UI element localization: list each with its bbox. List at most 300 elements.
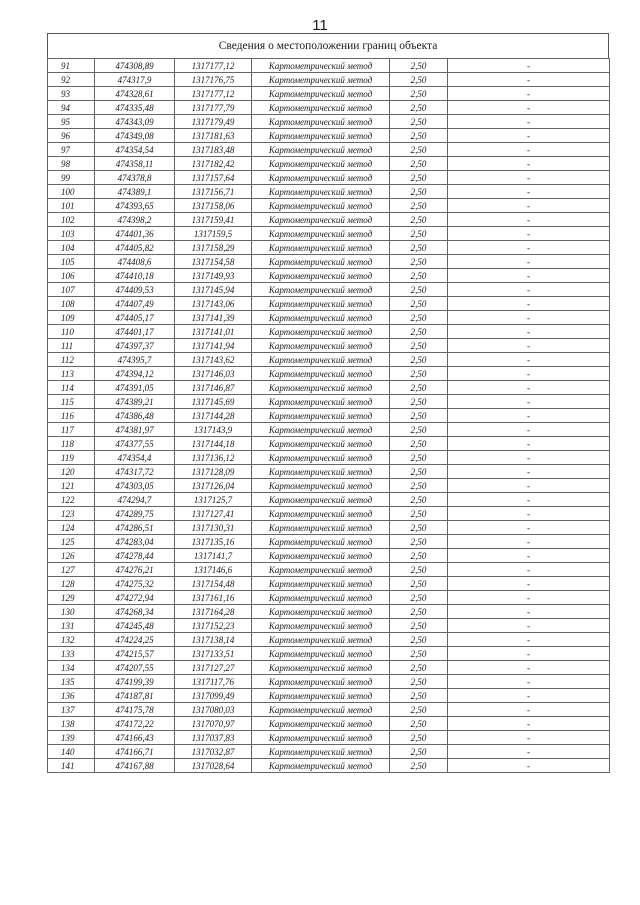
method-cell: Картометрический метод bbox=[252, 563, 390, 577]
x-coordinate-cell: 474343,09 bbox=[95, 115, 175, 129]
method-cell: Картометрический метод bbox=[252, 59, 390, 73]
method-cell: Картометрический метод bbox=[252, 423, 390, 437]
x-coordinate-cell: 474172,22 bbox=[95, 717, 175, 731]
description-cell: - bbox=[448, 395, 610, 409]
point-number-cell: 132 bbox=[48, 633, 95, 647]
table-row bbox=[48, 745, 610, 759]
x-coordinate-cell: 474405,17 bbox=[95, 311, 175, 325]
y-coordinate-cell: 1317154,48 bbox=[175, 577, 252, 591]
description-cell: - bbox=[448, 157, 610, 171]
x-coordinate-cell: 474354,54 bbox=[95, 143, 175, 157]
x-coordinate-cell: 474283,04 bbox=[95, 535, 175, 549]
table-row bbox=[48, 241, 610, 255]
y-coordinate-cell: 1317138,14 bbox=[175, 633, 252, 647]
accuracy-cell: 2,50 bbox=[390, 507, 448, 521]
description-cell: - bbox=[448, 73, 610, 87]
table-row bbox=[48, 703, 610, 717]
point-number-cell: 116 bbox=[48, 409, 95, 423]
point-number-cell: 141 bbox=[48, 759, 95, 773]
x-coordinate-cell: 474410,18 bbox=[95, 269, 175, 283]
description-cell: - bbox=[448, 437, 610, 451]
point-number-cell: 136 bbox=[48, 689, 95, 703]
method-cell: Картометрический метод bbox=[252, 633, 390, 647]
table-row bbox=[48, 577, 610, 591]
table-body bbox=[48, 59, 610, 773]
x-coordinate-cell: 474308,89 bbox=[95, 59, 175, 73]
point-number-cell: 133 bbox=[48, 647, 95, 661]
table-row bbox=[48, 353, 610, 367]
y-coordinate-cell: 1317161,16 bbox=[175, 591, 252, 605]
y-coordinate-cell: 1317154,58 bbox=[175, 255, 252, 269]
accuracy-cell: 2,50 bbox=[390, 171, 448, 185]
description-cell: - bbox=[448, 451, 610, 465]
description-cell: - bbox=[448, 689, 610, 703]
x-coordinate-cell: 474245,48 bbox=[95, 619, 175, 633]
description-cell: - bbox=[448, 213, 610, 227]
document-body bbox=[47, 33, 609, 773]
table-row bbox=[48, 479, 610, 493]
accuracy-cell: 2,50 bbox=[390, 577, 448, 591]
method-cell: Картометрический метод bbox=[252, 213, 390, 227]
accuracy-cell: 2,50 bbox=[390, 255, 448, 269]
method-cell: Картометрический метод bbox=[252, 395, 390, 409]
method-cell: Картометрический метод bbox=[252, 507, 390, 521]
point-number-cell: 113 bbox=[48, 367, 95, 381]
table-row bbox=[48, 465, 610, 479]
page-number: 11 bbox=[312, 17, 328, 34]
x-coordinate-cell: 474328,61 bbox=[95, 87, 175, 101]
x-coordinate-cell: 474224,25 bbox=[95, 633, 175, 647]
accuracy-cell: 2,50 bbox=[390, 745, 448, 759]
x-coordinate-cell: 474358,11 bbox=[95, 157, 175, 171]
point-number-cell: 110 bbox=[48, 325, 95, 339]
description-cell: - bbox=[448, 143, 610, 157]
description-cell: - bbox=[448, 493, 610, 507]
x-coordinate-cell: 474386,48 bbox=[95, 409, 175, 423]
method-cell: Картометрический метод bbox=[252, 171, 390, 185]
x-coordinate-cell: 474354,4 bbox=[95, 451, 175, 465]
point-number-cell: 97 bbox=[48, 143, 95, 157]
x-coordinate-cell: 474286,51 bbox=[95, 521, 175, 535]
accuracy-cell: 2,50 bbox=[390, 717, 448, 731]
description-cell: - bbox=[448, 227, 610, 241]
method-cell: Картометрический метод bbox=[252, 451, 390, 465]
table-row bbox=[48, 213, 610, 227]
table-row bbox=[48, 339, 610, 353]
y-coordinate-cell: 1317179,49 bbox=[175, 115, 252, 129]
y-coordinate-cell: 1317136,12 bbox=[175, 451, 252, 465]
description-cell: - bbox=[448, 591, 610, 605]
point-number-cell: 96 bbox=[48, 129, 95, 143]
x-coordinate-cell: 474381,97 bbox=[95, 423, 175, 437]
table-row bbox=[48, 633, 610, 647]
table-row bbox=[48, 507, 610, 521]
accuracy-cell: 2,50 bbox=[390, 549, 448, 563]
y-coordinate-cell: 1317117,76 bbox=[175, 675, 252, 689]
accuracy-cell: 2,50 bbox=[390, 675, 448, 689]
method-cell: Картометрический метод bbox=[252, 199, 390, 213]
y-coordinate-cell: 1317070,97 bbox=[175, 717, 252, 731]
method-cell: Картометрический метод bbox=[252, 521, 390, 535]
method-cell: Картометрический метод bbox=[252, 437, 390, 451]
accuracy-cell: 2,50 bbox=[390, 143, 448, 157]
y-coordinate-cell: 1317143,06 bbox=[175, 297, 252, 311]
y-coordinate-cell: 1317146,03 bbox=[175, 367, 252, 381]
point-number-cell: 102 bbox=[48, 213, 95, 227]
table-row bbox=[48, 647, 610, 661]
method-cell: Картометрический метод bbox=[252, 381, 390, 395]
description-cell: - bbox=[448, 633, 610, 647]
x-coordinate-cell: 474268,34 bbox=[95, 605, 175, 619]
point-number-cell: 124 bbox=[48, 521, 95, 535]
point-number-cell: 126 bbox=[48, 549, 95, 563]
x-coordinate-cell: 474275,32 bbox=[95, 577, 175, 591]
table-row bbox=[48, 423, 610, 437]
point-number-cell: 94 bbox=[48, 101, 95, 115]
accuracy-cell: 2,50 bbox=[390, 661, 448, 675]
method-cell: Картометрический метод bbox=[252, 759, 390, 773]
method-cell: Картометрический метод bbox=[252, 297, 390, 311]
x-coordinate-cell: 474289,75 bbox=[95, 507, 175, 521]
accuracy-cell: 2,50 bbox=[390, 703, 448, 717]
y-coordinate-cell: 1317141,7 bbox=[175, 549, 252, 563]
description-cell: - bbox=[448, 325, 610, 339]
y-coordinate-cell: 1317128,09 bbox=[175, 465, 252, 479]
point-number-cell: 108 bbox=[48, 297, 95, 311]
description-cell: - bbox=[448, 129, 610, 143]
point-number-cell: 106 bbox=[48, 269, 95, 283]
x-coordinate-cell: 474405,82 bbox=[95, 241, 175, 255]
accuracy-cell: 2,50 bbox=[390, 353, 448, 367]
accuracy-cell: 2,50 bbox=[390, 479, 448, 493]
x-coordinate-cell: 474335,48 bbox=[95, 101, 175, 115]
y-coordinate-cell: 1317037,83 bbox=[175, 731, 252, 745]
y-coordinate-cell: 1317141,39 bbox=[175, 311, 252, 325]
section-title-box bbox=[47, 33, 609, 58]
method-cell: Картометрический метод bbox=[252, 325, 390, 339]
y-coordinate-cell: 1317157,64 bbox=[175, 171, 252, 185]
accuracy-cell: 2,50 bbox=[390, 493, 448, 507]
x-coordinate-cell: 474398,2 bbox=[95, 213, 175, 227]
table-row bbox=[48, 367, 610, 381]
x-coordinate-cell: 474409,53 bbox=[95, 283, 175, 297]
table-row bbox=[48, 199, 610, 213]
accuracy-cell: 2,50 bbox=[390, 199, 448, 213]
method-cell: Картометрический метод bbox=[252, 689, 390, 703]
method-cell: Картометрический метод bbox=[252, 549, 390, 563]
accuracy-cell: 2,50 bbox=[390, 521, 448, 535]
description-cell: - bbox=[448, 745, 610, 759]
y-coordinate-cell: 1317133,51 bbox=[175, 647, 252, 661]
table-row bbox=[48, 227, 610, 241]
y-coordinate-cell: 1317183,48 bbox=[175, 143, 252, 157]
x-coordinate-cell: 474175,78 bbox=[95, 703, 175, 717]
description-cell: - bbox=[448, 381, 610, 395]
method-cell: Картометрический метод bbox=[252, 73, 390, 87]
point-number-cell: 105 bbox=[48, 255, 95, 269]
point-number-cell: 135 bbox=[48, 675, 95, 689]
x-coordinate-cell: 474187,81 bbox=[95, 689, 175, 703]
method-cell: Картометрический метод bbox=[252, 255, 390, 269]
method-cell: Картометрический метод bbox=[252, 339, 390, 353]
x-coordinate-cell: 474317,72 bbox=[95, 465, 175, 479]
point-number-cell: 134 bbox=[48, 661, 95, 675]
point-number-cell: 131 bbox=[48, 619, 95, 633]
description-cell: - bbox=[448, 703, 610, 717]
y-coordinate-cell: 1317152,23 bbox=[175, 619, 252, 633]
x-coordinate-cell: 474378,8 bbox=[95, 171, 175, 185]
method-cell: Картометрический метод bbox=[252, 115, 390, 129]
x-coordinate-cell: 474317,9 bbox=[95, 73, 175, 87]
table-row bbox=[48, 297, 610, 311]
point-number-cell: 114 bbox=[48, 381, 95, 395]
y-coordinate-cell: 1317177,79 bbox=[175, 101, 252, 115]
table-row bbox=[48, 157, 610, 171]
point-number-cell: 104 bbox=[48, 241, 95, 255]
method-cell: Картометрический метод bbox=[252, 465, 390, 479]
accuracy-cell: 2,50 bbox=[390, 591, 448, 605]
y-coordinate-cell: 1317177,12 bbox=[175, 87, 252, 101]
y-coordinate-cell: 1317143,62 bbox=[175, 353, 252, 367]
accuracy-cell: 2,50 bbox=[390, 87, 448, 101]
description-cell: - bbox=[448, 619, 610, 633]
description-cell: - bbox=[448, 353, 610, 367]
point-number-cell: 139 bbox=[48, 731, 95, 745]
method-cell: Картометрический метод bbox=[252, 731, 390, 745]
table-row bbox=[48, 59, 610, 73]
table-row bbox=[48, 269, 610, 283]
accuracy-cell: 2,50 bbox=[390, 213, 448, 227]
accuracy-cell: 2,50 bbox=[390, 535, 448, 549]
y-coordinate-cell: 1317127,41 bbox=[175, 507, 252, 521]
method-cell: Картометрический метод bbox=[252, 619, 390, 633]
y-coordinate-cell: 1317080,03 bbox=[175, 703, 252, 717]
description-cell: - bbox=[448, 535, 610, 549]
point-number-cell: 95 bbox=[48, 115, 95, 129]
y-coordinate-cell: 1317146,87 bbox=[175, 381, 252, 395]
table-row bbox=[48, 563, 610, 577]
description-cell: - bbox=[448, 731, 610, 745]
table-row bbox=[48, 409, 610, 423]
y-coordinate-cell: 1317144,28 bbox=[175, 409, 252, 423]
x-coordinate-cell: 474391,05 bbox=[95, 381, 175, 395]
point-number-cell: 115 bbox=[48, 395, 95, 409]
y-coordinate-cell: 1317130,31 bbox=[175, 521, 252, 535]
section-title: Сведения о местоположении границ объекта bbox=[218, 40, 438, 52]
point-number-cell: 138 bbox=[48, 717, 95, 731]
y-coordinate-cell: 1317028,64 bbox=[175, 759, 252, 773]
x-coordinate-cell: 474401,36 bbox=[95, 227, 175, 241]
method-cell: Картометрический метод bbox=[252, 745, 390, 759]
accuracy-cell: 2,50 bbox=[390, 619, 448, 633]
accuracy-cell: 2,50 bbox=[390, 283, 448, 297]
description-cell: - bbox=[448, 87, 610, 101]
description-cell: - bbox=[448, 759, 610, 773]
x-coordinate-cell: 474166,43 bbox=[95, 731, 175, 745]
method-cell: Картометрический метод bbox=[252, 353, 390, 367]
table-row bbox=[48, 619, 610, 633]
method-cell: Картометрический метод bbox=[252, 577, 390, 591]
description-cell: - bbox=[448, 549, 610, 563]
y-coordinate-cell: 1317144,18 bbox=[175, 437, 252, 451]
y-coordinate-cell: 1317146,6 bbox=[175, 563, 252, 577]
method-cell: Картометрический метод bbox=[252, 591, 390, 605]
point-number-cell: 112 bbox=[48, 353, 95, 367]
method-cell: Картометрический метод bbox=[252, 227, 390, 241]
method-cell: Картометрический метод bbox=[252, 157, 390, 171]
y-coordinate-cell: 1317156,71 bbox=[175, 185, 252, 199]
accuracy-cell: 2,50 bbox=[390, 269, 448, 283]
table-row bbox=[48, 171, 610, 185]
method-cell: Картометрический метод bbox=[252, 661, 390, 675]
table-row bbox=[48, 451, 610, 465]
table-row bbox=[48, 115, 610, 129]
accuracy-cell: 2,50 bbox=[390, 395, 448, 409]
table-row bbox=[48, 717, 610, 731]
table-row bbox=[48, 381, 610, 395]
accuracy-cell: 2,50 bbox=[390, 633, 448, 647]
point-number-cell: 122 bbox=[48, 493, 95, 507]
point-number-cell: 140 bbox=[48, 745, 95, 759]
description-cell: - bbox=[448, 717, 610, 731]
y-coordinate-cell: 1317125,7 bbox=[175, 493, 252, 507]
table-row bbox=[48, 255, 610, 269]
x-coordinate-cell: 474167,88 bbox=[95, 759, 175, 773]
method-cell: Картометрический метод bbox=[252, 717, 390, 731]
table-row bbox=[48, 73, 610, 87]
x-coordinate-cell: 474377,55 bbox=[95, 437, 175, 451]
description-cell: - bbox=[448, 199, 610, 213]
table-row bbox=[48, 689, 610, 703]
description-cell: - bbox=[448, 675, 610, 689]
x-coordinate-cell: 474215,57 bbox=[95, 647, 175, 661]
y-coordinate-cell: 1317145,69 bbox=[175, 395, 252, 409]
method-cell: Картометрический метод bbox=[252, 479, 390, 493]
point-number-cell: 120 bbox=[48, 465, 95, 479]
point-number-cell: 98 bbox=[48, 157, 95, 171]
x-coordinate-cell: 474401,17 bbox=[95, 325, 175, 339]
method-cell: Картометрический метод bbox=[252, 605, 390, 619]
method-cell: Картометрический метод bbox=[252, 535, 390, 549]
table-row bbox=[48, 129, 610, 143]
description-cell: - bbox=[448, 185, 610, 199]
accuracy-cell: 2,50 bbox=[390, 241, 448, 255]
description-cell: - bbox=[448, 661, 610, 675]
point-number-cell: 117 bbox=[48, 423, 95, 437]
method-cell: Картометрический метод bbox=[252, 101, 390, 115]
description-cell: - bbox=[448, 59, 610, 73]
table-row bbox=[48, 521, 610, 535]
y-coordinate-cell: 1317159,41 bbox=[175, 213, 252, 227]
table-row bbox=[48, 605, 610, 619]
y-coordinate-cell: 1317158,06 bbox=[175, 199, 252, 213]
table-row bbox=[48, 283, 610, 297]
point-number-cell: 93 bbox=[48, 87, 95, 101]
table-row bbox=[48, 325, 610, 339]
table-row bbox=[48, 437, 610, 451]
accuracy-cell: 2,50 bbox=[390, 101, 448, 115]
point-number-cell: 127 bbox=[48, 563, 95, 577]
table-row bbox=[48, 535, 610, 549]
x-coordinate-cell: 474349,08 bbox=[95, 129, 175, 143]
point-number-cell: 100 bbox=[48, 185, 95, 199]
point-number-cell: 125 bbox=[48, 535, 95, 549]
x-coordinate-cell: 474294,7 bbox=[95, 493, 175, 507]
description-cell: - bbox=[448, 297, 610, 311]
method-cell: Картометрический метод bbox=[252, 129, 390, 143]
point-number-cell: 121 bbox=[48, 479, 95, 493]
description-cell: - bbox=[448, 255, 610, 269]
y-coordinate-cell: 1317032,87 bbox=[175, 745, 252, 759]
accuracy-cell: 2,50 bbox=[390, 465, 448, 479]
y-coordinate-cell: 1317164,28 bbox=[175, 605, 252, 619]
x-coordinate-cell: 474397,37 bbox=[95, 339, 175, 353]
table-row bbox=[48, 185, 610, 199]
method-cell: Картометрический метод bbox=[252, 241, 390, 255]
description-cell: - bbox=[448, 577, 610, 591]
accuracy-cell: 2,50 bbox=[390, 129, 448, 143]
x-coordinate-cell: 474407,49 bbox=[95, 297, 175, 311]
point-number-cell: 119 bbox=[48, 451, 95, 465]
table-row bbox=[48, 549, 610, 563]
y-coordinate-cell: 1317127,27 bbox=[175, 661, 252, 675]
method-cell: Картометрический метод bbox=[252, 647, 390, 661]
x-coordinate-cell: 474303,05 bbox=[95, 479, 175, 493]
method-cell: Картометрический метод bbox=[252, 367, 390, 381]
point-number-cell: 129 bbox=[48, 591, 95, 605]
y-coordinate-cell: 1317135,16 bbox=[175, 535, 252, 549]
y-coordinate-cell: 1317141,01 bbox=[175, 325, 252, 339]
method-cell: Картометрический метод bbox=[252, 143, 390, 157]
x-coordinate-cell: 474207,55 bbox=[95, 661, 175, 675]
table-row bbox=[48, 143, 610, 157]
method-cell: Картометрический метод bbox=[252, 283, 390, 297]
description-cell: - bbox=[448, 283, 610, 297]
description-cell: - bbox=[448, 171, 610, 185]
description-cell: - bbox=[448, 115, 610, 129]
description-cell: - bbox=[448, 409, 610, 423]
x-coordinate-cell: 474272,94 bbox=[95, 591, 175, 605]
accuracy-cell: 2,50 bbox=[390, 437, 448, 451]
description-cell: - bbox=[448, 507, 610, 521]
point-number-cell: 101 bbox=[48, 199, 95, 213]
point-number-cell: 118 bbox=[48, 437, 95, 451]
point-number-cell: 128 bbox=[48, 577, 95, 591]
x-coordinate-cell: 474199,39 bbox=[95, 675, 175, 689]
method-cell: Картометрический метод bbox=[252, 269, 390, 283]
point-number-cell: 103 bbox=[48, 227, 95, 241]
accuracy-cell: 2,50 bbox=[390, 339, 448, 353]
x-coordinate-cell: 474394,12 bbox=[95, 367, 175, 381]
y-coordinate-cell: 1317141,94 bbox=[175, 339, 252, 353]
table-row bbox=[48, 493, 610, 507]
table-row bbox=[48, 661, 610, 675]
table-row bbox=[48, 591, 610, 605]
description-cell: - bbox=[448, 367, 610, 381]
description-cell: - bbox=[448, 647, 610, 661]
table-row bbox=[48, 759, 610, 773]
accuracy-cell: 2,50 bbox=[390, 325, 448, 339]
accuracy-cell: 2,50 bbox=[390, 157, 448, 171]
method-cell: Картометрический метод bbox=[252, 185, 390, 199]
table-row bbox=[48, 101, 610, 115]
point-number-cell: 107 bbox=[48, 283, 95, 297]
accuracy-cell: 2,50 bbox=[390, 381, 448, 395]
y-coordinate-cell: 1317126,04 bbox=[175, 479, 252, 493]
accuracy-cell: 2,50 bbox=[390, 185, 448, 199]
description-cell: - bbox=[448, 563, 610, 577]
y-coordinate-cell: 1317182,42 bbox=[175, 157, 252, 171]
